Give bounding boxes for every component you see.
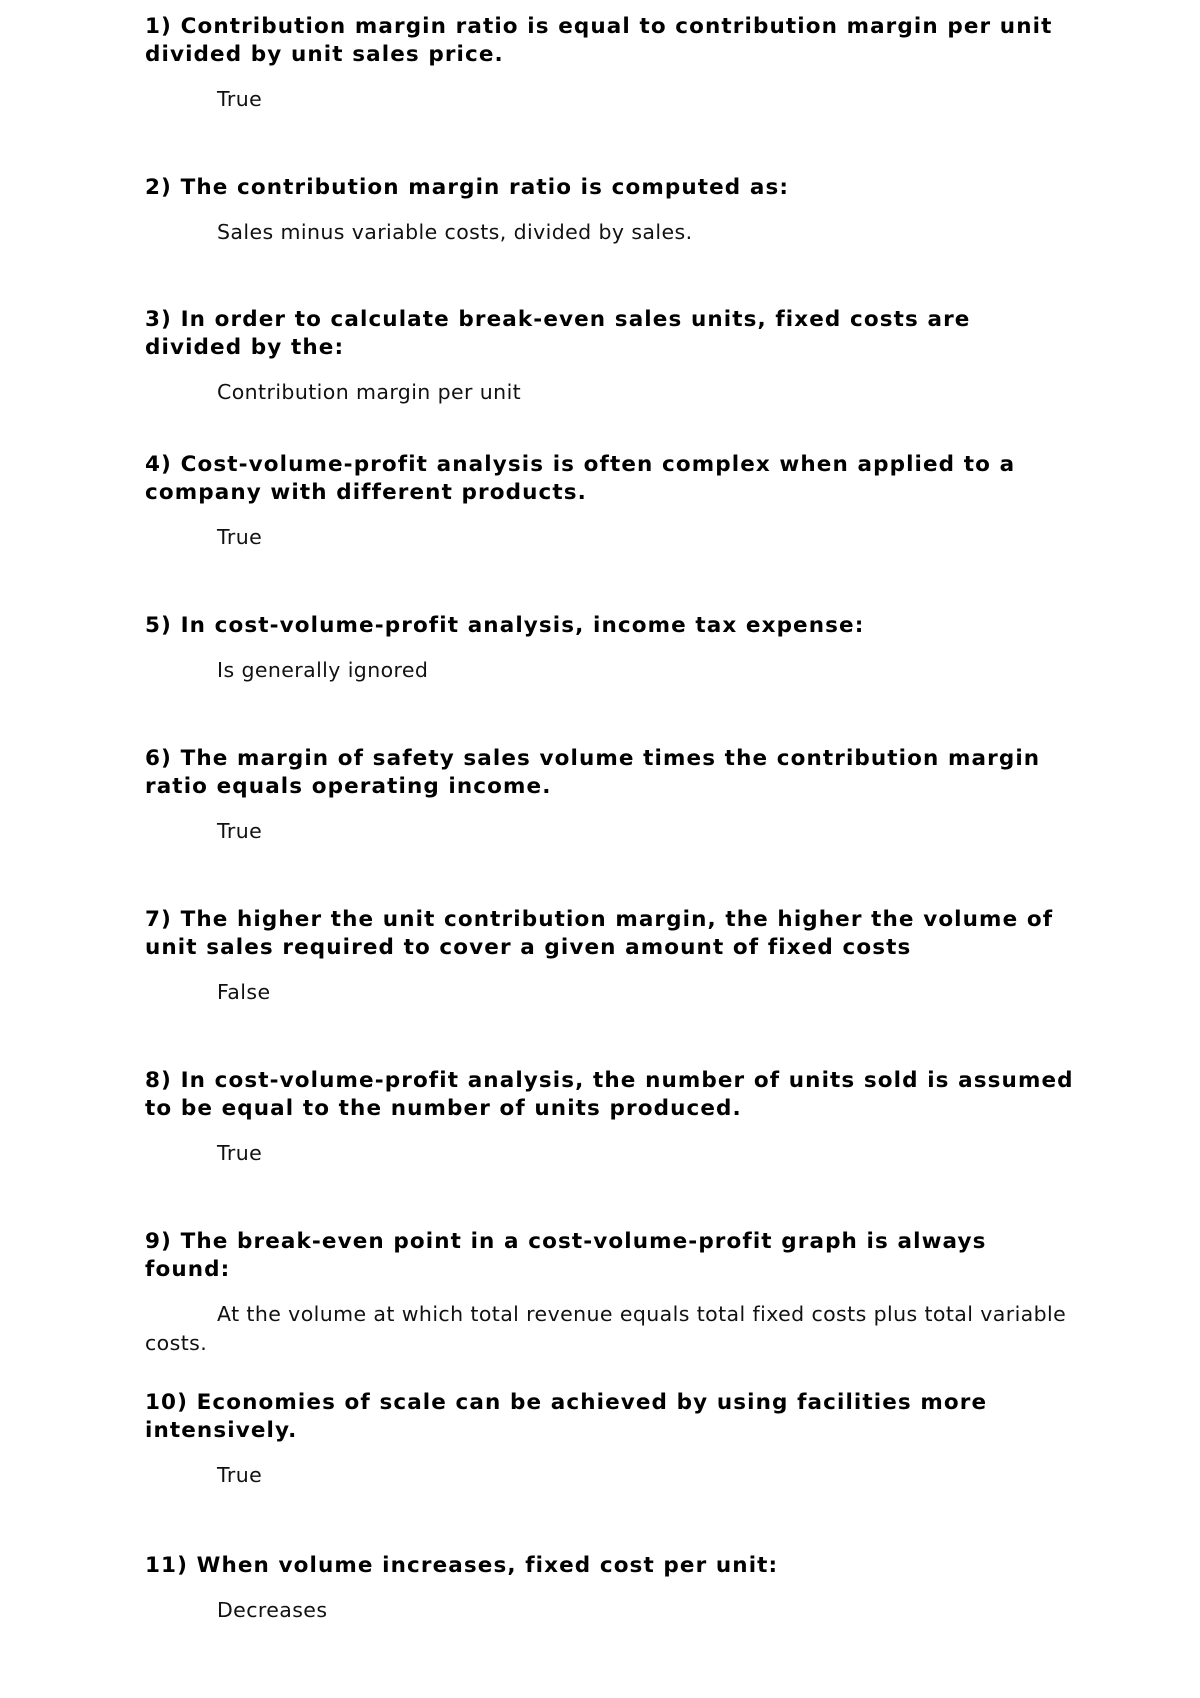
answer-text: Is generally ignored	[217, 658, 429, 682]
question-block	[145, 906, 1075, 1007]
question-text: 7) The higher the unit contribution margin, the higher the volume of unit sales required to cover a given amount of fixed costs	[145, 907, 1054, 960]
answer-text: True	[217, 1141, 263, 1165]
question-block	[145, 306, 1075, 407]
answer-text: Sales minus variable costs, divided by sales.	[217, 220, 693, 244]
answer-text: Contribution margin per unit	[217, 380, 522, 404]
answer-text: At the volume at which total revenue equals total fixed costs plus total variable costs.	[145, 1302, 1067, 1355]
question-block	[145, 1228, 1075, 1358]
answer-text: True	[217, 819, 263, 843]
question-text: 10) Economies of scale can be achieved by using facilities more intensively.	[145, 1390, 988, 1443]
answer-text: True	[217, 87, 263, 111]
answer-text: True	[217, 525, 263, 549]
question-block	[145, 1067, 1075, 1168]
question-text: 3) In order to calculate break-even sales units, fixed costs are divided by the:	[145, 307, 971, 360]
question-text: 2) The contribution margin ratio is computed as:	[145, 175, 790, 200]
question-text: 5) In cost-volume-profit analysis, income tax expense:	[145, 613, 865, 638]
question-block	[145, 1389, 1075, 1490]
question-block	[145, 745, 1075, 846]
question-block	[145, 174, 1075, 247]
question-block	[145, 1552, 1075, 1625]
question-text: 8) In cost-volume-profit analysis, the number of units sold is assumed to be equal to the number of units produced.	[145, 1068, 1074, 1121]
answer-text: False	[217, 980, 271, 1004]
question-text: 1) Contribution margin ratio is equal to contribution margin per unit divided by unit sales price.	[145, 14, 1053, 67]
answer-text: True	[217, 1463, 263, 1487]
question-block	[145, 612, 1075, 685]
question-text: 4) Cost-volume-profit analysis is often complex when applied to a company with different products.	[145, 452, 1016, 505]
question-block	[145, 451, 1075, 552]
question-text: 9) The break-even point in a cost-volume-profit graph is always found:	[145, 1229, 987, 1282]
question-text: 6) The margin of safety sales volume times the contribution margin ratio equals operating income.	[145, 746, 1041, 799]
question-text: 11) When volume increases, fixed cost per unit:	[145, 1553, 779, 1578]
answer-text: Decreases	[217, 1598, 328, 1622]
question-block	[145, 13, 1075, 114]
